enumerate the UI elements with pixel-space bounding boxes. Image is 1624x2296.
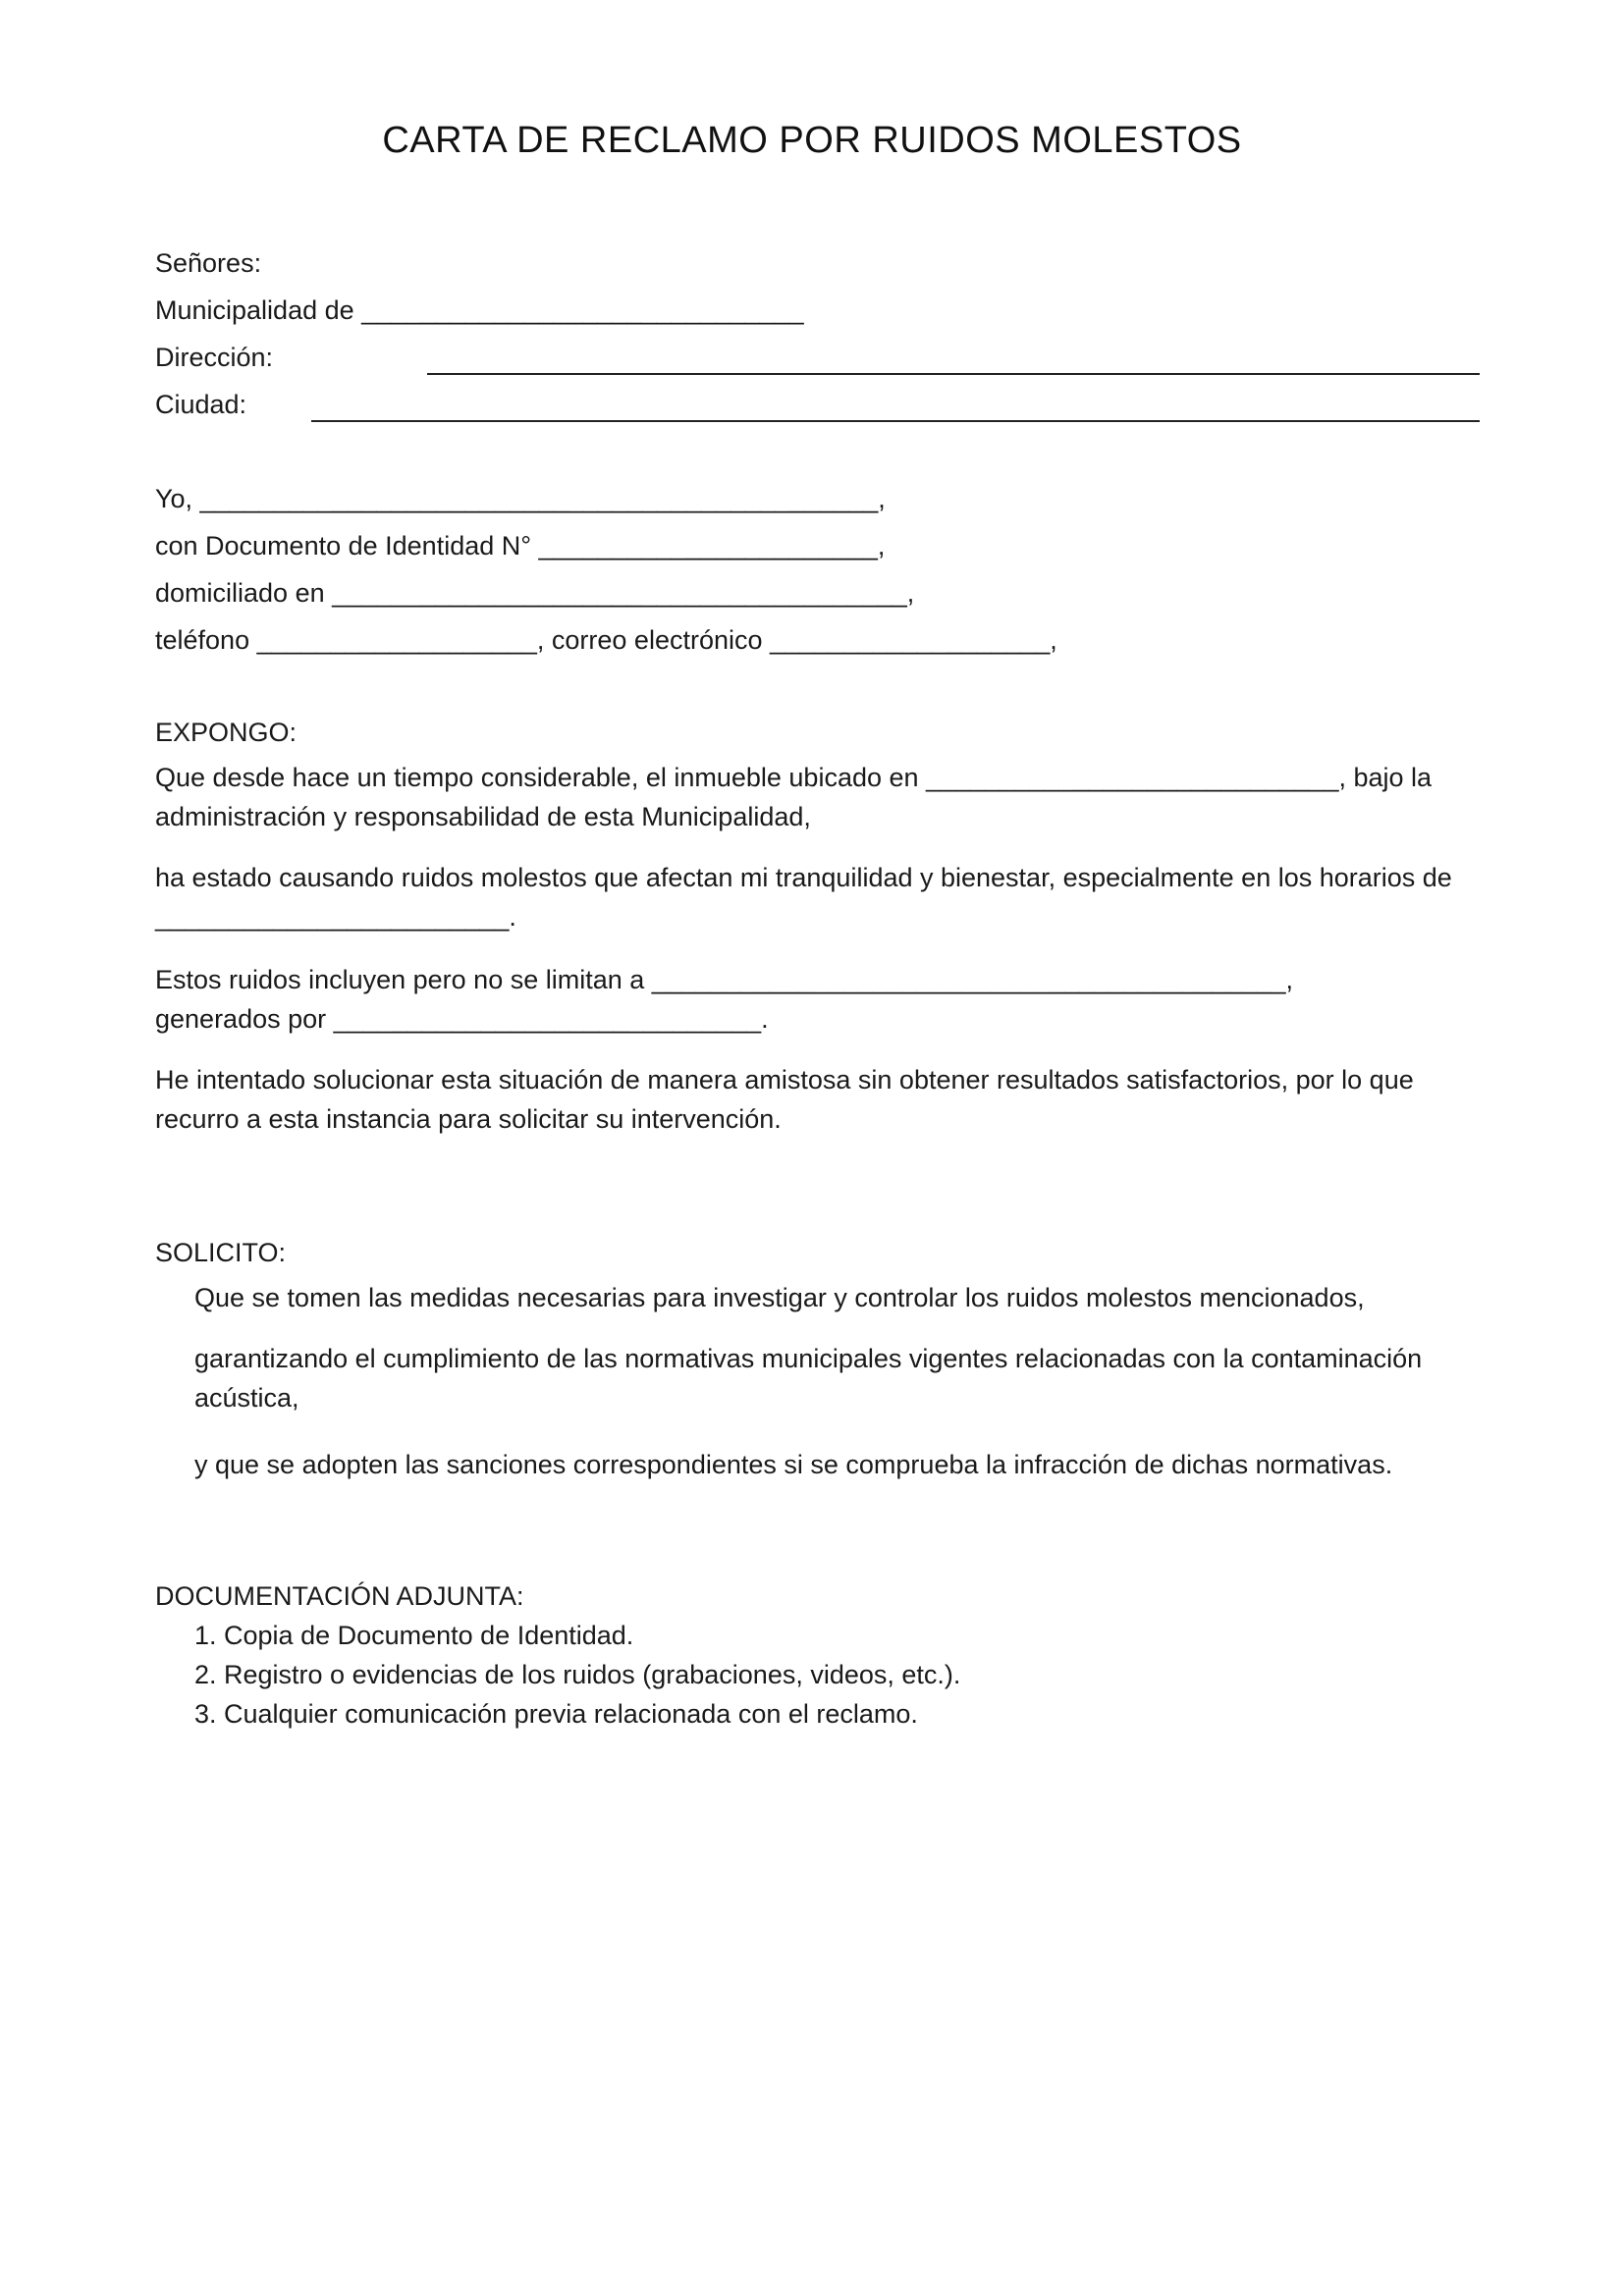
expongo-paragraph-2: ha estado causando ruidos molestos que afectan mi tranquilidad y bienestar, especialmente en los horarios de ________________________. <box>155 863 1452 932</box>
attachment-item: 2. Registro o evidencias de los ruidos (grabaciones, videos, etc.). <box>194 1660 961 1689</box>
expongo-heading: EXPONGO: <box>155 718 298 747</box>
attachments-heading: DOCUMENTACIÓN ADJUNTA: <box>155 1581 524 1611</box>
document-title: CARTA DE RECLAMO POR RUIDOS MOLESTOS <box>382 120 1242 161</box>
expongo-paragraph-3a: Estos ruidos incluyen pero no se limitan a ___________________________________________, <box>155 965 1293 994</box>
attachments-list <box>194 1616 960 1734</box>
expongo-paragraph-1: Que desde hace un tiempo considerable, el inmueble ubicado en ____________________________, bajo la administración y responsabilidad de esta Municipalidad, <box>155 763 1433 831</box>
city-label: Ciudad: <box>155 390 247 419</box>
expongo-paragraph-4: He intentado solucionar esta situación de manera amistosa sin obtener resultados satisfactorios, por lo que recurro a esta instancia para solicitar su intervención. <box>155 1065 1414 1134</box>
identity-name-line: Yo, ______________________________________________, <box>155 484 886 513</box>
identity-contact-line: teléfono ___________________, correo electrónico ___________________, <box>155 625 1057 655</box>
address-fill-line <box>427 373 1480 375</box>
identity-document-line: con Documento de Identidad N° _______________________, <box>155 531 886 561</box>
salutation: Señores: <box>155 248 262 278</box>
municipality-line: Municipalidad de ______________________________ <box>155 295 804 325</box>
identity-address-line: domiciliado en _______________________________________, <box>155 578 915 608</box>
solicito-paragraph-3: y que se adopten las sanciones correspondientes si se comprueba la infracción de dichas normativas. <box>194 1450 1393 1479</box>
city-fill-line <box>311 420 1480 422</box>
solicito-heading: SOLICITO: <box>155 1238 287 1267</box>
expongo-paragraph-3b: generados por _____________________________. <box>155 1004 769 1034</box>
attachment-item: 1. Copia de Documento de Identidad. <box>194 1621 634 1650</box>
solicito-paragraph-2: garantizando el cumplimiento de las normativas municipales vigentes relacionadas con la contaminación acústica, <box>194 1344 1423 1413</box>
solicito-paragraph-1: Que se tomen las medidas necesarias para investigar y controlar los ruidos molestos mencionados, <box>194 1283 1365 1312</box>
attachment-item: 3. Cualquier comunicación previa relacionada con el reclamo. <box>194 1699 918 1729</box>
address-label: Dirección: <box>155 343 274 372</box>
